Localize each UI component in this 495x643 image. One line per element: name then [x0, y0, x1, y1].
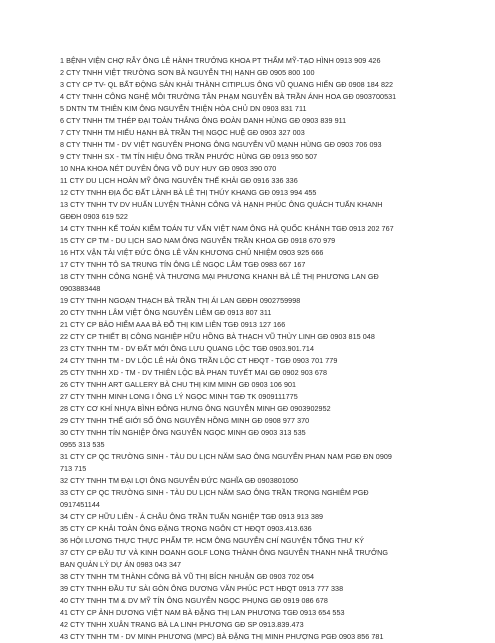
list-item-text: 11 CTY DU LỊCH HOÀN MỸ ÔNG NGUYỄN THẾ KHẢI GĐ 0916 336 336: [60, 176, 298, 185]
list-item: [60, 403, 455, 415]
list-item: [60, 199, 455, 223]
list-item-text: 9 CTY TNHH SX - TM TÍN HIỆU ÔNG TRẦN PHƯỚC HÙNG GĐ 0913 950 507: [60, 152, 318, 161]
list-item-text: 19 CTY TNHH NGOẠN THẠCH BÀ TRẦN THỊ ÁI LAN GĐĐH 0902759998: [60, 296, 301, 305]
list-item-continuation: GĐĐH 0903 619 522: [60, 212, 128, 221]
list-item-text: 16 HTX VẬN TẢI VIỆT ĐỨC ÔNG LÊ VĂN KHƯƠNG CHỦ NHIỆM 0903 925 666: [60, 248, 324, 257]
list-item-text: 5 DNTN TM THIÊN KIM ÔNG NGUYỄN THIỆN HÒA CHỦ DN 0903 831 711: [60, 104, 307, 113]
list-item: [60, 331, 455, 343]
list-item: [60, 67, 455, 79]
list-item-text: 38 CTY TNHH TM THÀNH CÔNG BÀ VŨ THỊ BÍCH NHUẬN GĐ 0903 702 054: [60, 572, 315, 581]
list-item: [60, 379, 455, 391]
list-item: [60, 523, 455, 535]
list-item: [60, 547, 455, 571]
list-item: [60, 355, 455, 367]
list-item-continuation: 713 715: [60, 464, 87, 473]
list-item: [60, 487, 455, 511]
list-item: [60, 175, 455, 187]
list-item-text: 37 CTY CP ĐẦU TƯ VÀ KINH DOANH GOLF LONG THÀNH ÔNG NGUYỄN THANH NHÃ TRƯỞNG: [60, 548, 389, 557]
list-item: [60, 427, 455, 451]
list-item-text: 8 CTY TNHH TM - DV VIỆT NGUYÊN PHONG ÔNG NGUYỄN VŨ MẠNH HÙNG GĐ 0903 706 093: [60, 140, 382, 149]
list-item-text: 21 CTY CP BẢO HIỂM AAA BÀ ĐỖ THỊ KIM LIÊN TGĐ 0913 127 166: [60, 320, 286, 329]
list-item: [60, 571, 455, 583]
list-item-text: 20 CTY TNHH LÂM VIỆT ÔNG NGUYỄN LIÊM GĐ 0913 807 311: [60, 308, 272, 317]
list-item-text: 41 CTY CP ẢNH DƯƠNG VIỆT NAM BÀ ĐẶNG THỊ LAN PHƯƠNG TGĐ 0913 654 553: [60, 608, 345, 617]
list-item-text: 35 CTY CP KHẢI TOÀN ÔNG ĐẶNG TRỌNG NGÔN CT HĐQT 0903.413.636: [60, 524, 312, 533]
list-item-text: 14 CTY TNHH KẾ TOÁN KIỂM TOÁN TƯ VẤN VIỆT NAM ÔNG HÀ QUỐC KHÁNH TGĐ 0913 202 767: [60, 224, 394, 233]
list-item: [60, 115, 455, 127]
list-item: [60, 391, 455, 403]
list-item-text: 39 CTY TNHH ĐẦU TƯ SÀI GÒN ÔNG DƯƠNG VĂN PHÚC PCT HĐQT 0913 777 338: [60, 584, 344, 593]
list-item: [60, 151, 455, 163]
list-item: [60, 595, 455, 607]
list-item-text: 22 CTY CP THIẾT BỊ CÔNG NGHIỆP HỮU HỒNG BÀ THẠCH VŨ THÙY LINH GĐ 0903 815 048: [60, 332, 375, 341]
list-item-continuation: BAN QUẢN LÝ DỰ ÁN 0983 043 347: [60, 560, 182, 569]
list-item-text: 2 CTY TNHH VIỆT TRƯỜNG SƠN BÀ NGUYỄN THỊ HẠNH GĐ 0905 800 100: [60, 68, 315, 77]
list-item-text: 36 HỘI LƯƠNG THỰC THỰC PHẨM TP. HCM ÔNG NGUYỄN CHÍ NGUYỆN TỔNG THƯ KÝ: [60, 536, 365, 545]
list-item: [60, 631, 455, 643]
list-item-text: 29 CTY TNHH THẾ GIỚI SỐ ÔNG NGUYỄN HỒNG MINH GĐ 0908 977 370: [60, 416, 310, 425]
list-item: [60, 415, 455, 427]
list-item-text: 3 CTY CP TV- QL BẤT ĐỘNG SẢN KHẢI THÀNH CITIPLUS ÔNG VŨ QUANG HIỂN GĐ 0908 184 822: [60, 80, 394, 89]
list-item-text: 17 CTY TNHH TÔ SA TRUNG TÍN ÔNG LÊ NGỌC LÂM TGĐ 0983 667 167: [60, 260, 306, 269]
list-item-text: 30 CTY TNHH TÍN NGHIỆP ÔNG NGUYỄN NGỌC MINH GĐ 0903 313 535: [60, 428, 306, 437]
list-item-text: 6 CTY TNHH TM THÉP ĐẠI TOÀN THẮNG ÔNG ĐOÀN DANH HÙNG GĐ 0903 839 911: [60, 116, 347, 125]
list-item-text: 24 CTY TNHH TM - DV LỘC LÊ HẢI ÔNG TRẦN LỘC CT HĐQT - TGĐ 0903 701 779: [60, 356, 338, 365]
list-item-text: 15 CTY CP TM - DU LỊCH SAO NAM ÔNG NGUYỄN TRẦN KHOA GĐ 0918 670 979: [60, 236, 336, 245]
list-item: [60, 127, 455, 139]
list-item-text: 1 BỆNH VIỆN CHỢ RẪY ÔNG LÊ HÀNH TRƯỞNG KHOA PT THẨM MỸ-TẠO HÌNH 0913 909 426: [60, 56, 381, 65]
contact-list: [60, 55, 455, 643]
list-item: [60, 307, 455, 319]
list-item-text: 34 CTY CP HỮU LIÊN - Á CHÂU ÔNG TRẦN TUẤN NGHIỆP TGĐ 0913 913 389: [60, 512, 324, 521]
list-item-continuation: 0955 313 535: [60, 440, 105, 449]
list-item: [60, 79, 455, 91]
list-item: [60, 319, 455, 331]
list-item-text: 31 CTY CP QC TRƯỜNG SINH - TÀU DU LỊCH NĂM SAO ÔNG NGUYỄN PHAN NAM PGĐ ĐN 0909: [60, 452, 392, 461]
list-item: [60, 367, 455, 379]
list-item: [60, 235, 455, 247]
list-item: [60, 271, 455, 295]
list-item-continuation: 0917451144: [60, 500, 100, 509]
list-item: [60, 187, 455, 199]
list-item: [60, 223, 455, 235]
list-item-text: 26 CTY TNHH ART GALLERY BÀ CHU THỊ KIM MINH GĐ 0903 106 901: [60, 380, 297, 389]
list-item: [60, 619, 455, 631]
list-item-text: 25 CTY TNHH XD - TM - DV THIÊN LỘC BÀ PHAN TUYẾT MAI GĐ 0902 903 678: [60, 368, 328, 377]
list-item: [60, 511, 455, 523]
list-item-text: 32 CTY TNHH TM ĐẠI LỢI ÔNG NGUYỄN ĐỨC NGHĨA GĐ 0903801050: [60, 476, 299, 485]
list-item: [60, 259, 455, 271]
list-item-text: 28 CTY CƠ KHÍ NHỰA BÌNH ĐÔNG HƯNG ÔNG NGUYỄN MINH GĐ 0903902952: [60, 404, 331, 413]
list-item-text: 18 CTY TNHH CÔNG NGHỆ VÀ THƯƠNG MẠI PHƯƠNG KHANH BÀ LÊ THỊ PHƯƠNG LAN GĐ: [60, 272, 379, 281]
list-item-text: 4 CTY TNHH CÔNG NGHỆ MÔI TRƯỜNG TÂN PHẠM NGUYỄN BÀ TRẦN ÁNH HOA GĐ 0903700531: [60, 92, 397, 101]
list-item: [60, 535, 455, 547]
list-item: [60, 91, 455, 103]
list-item-text: 10 NHA KHOA NÉT DUYÊN ÔNG VÕ DUY HUY GĐ 0903 390 070: [60, 164, 277, 173]
list-item: [60, 607, 455, 619]
list-item-text: 33 CTY CP QC TRƯỜNG SINH - TÀU DU LỊCH NĂM SAO ÔNG TRẦN TRỌNG NGHIÊM PGĐ: [60, 488, 369, 497]
list-item: [60, 247, 455, 259]
list-item-text: 27 CTY TNHH MINH LONG I ÔNG LÝ NGỌC MINH TGĐ TK 0909111775: [60, 392, 298, 401]
list-item: [60, 163, 455, 175]
list-item-text: 42 CTY TNHH XUÂN TRANG BÀ LA LINH PHƯƠNG GĐ SP 0913.839.473: [60, 620, 304, 629]
list-item: [60, 139, 455, 151]
list-item-text: 40 CTY TNHH TM & DV MỸ TÍN ÔNG NGUYỄN NGỌC PHỤNG GĐ 0919 086 678: [60, 596, 328, 605]
list-item-continuation: 0903883448: [60, 284, 101, 293]
list-item: [60, 583, 455, 595]
list-item: [60, 295, 455, 307]
list-item: [60, 475, 455, 487]
list-item-text: 23 CTY TNHH TM - DV ĐẤT MỚI ÔNG LƯU QUANG LỘC TGĐ 0903.901.714: [60, 344, 314, 353]
list-item: [60, 451, 455, 475]
list-item-text: 43 CTY TNHH TM - DV MINH PHƯƠNG (MPC) BÀ ĐẶNG THỊ MINH PHƯỢNG PGĐ 0903 856 781: [60, 632, 384, 641]
list-item: [60, 55, 455, 67]
list-item: [60, 343, 455, 355]
list-item-text: 12 CTY TNHH ĐỊA ỐC ĐẤT LÀNH BÀ LÊ THỊ THÚY KHANG GĐ 0913 994 455: [60, 188, 317, 197]
list-item-text: 7 CTY TNHH TM HIẾU HẠNH BÀ TRẦN THỊ NGỌC HUỆ GĐ 0903 327 003: [60, 128, 305, 137]
list-item-text: 13 CTY TNHH TV DV HUẤN LUYỆN THÀNH CÔNG VÀ HẠNH PHÚC ÔNG QUÁCH TUẤN KHANH: [60, 200, 383, 209]
list-item: [60, 103, 455, 115]
